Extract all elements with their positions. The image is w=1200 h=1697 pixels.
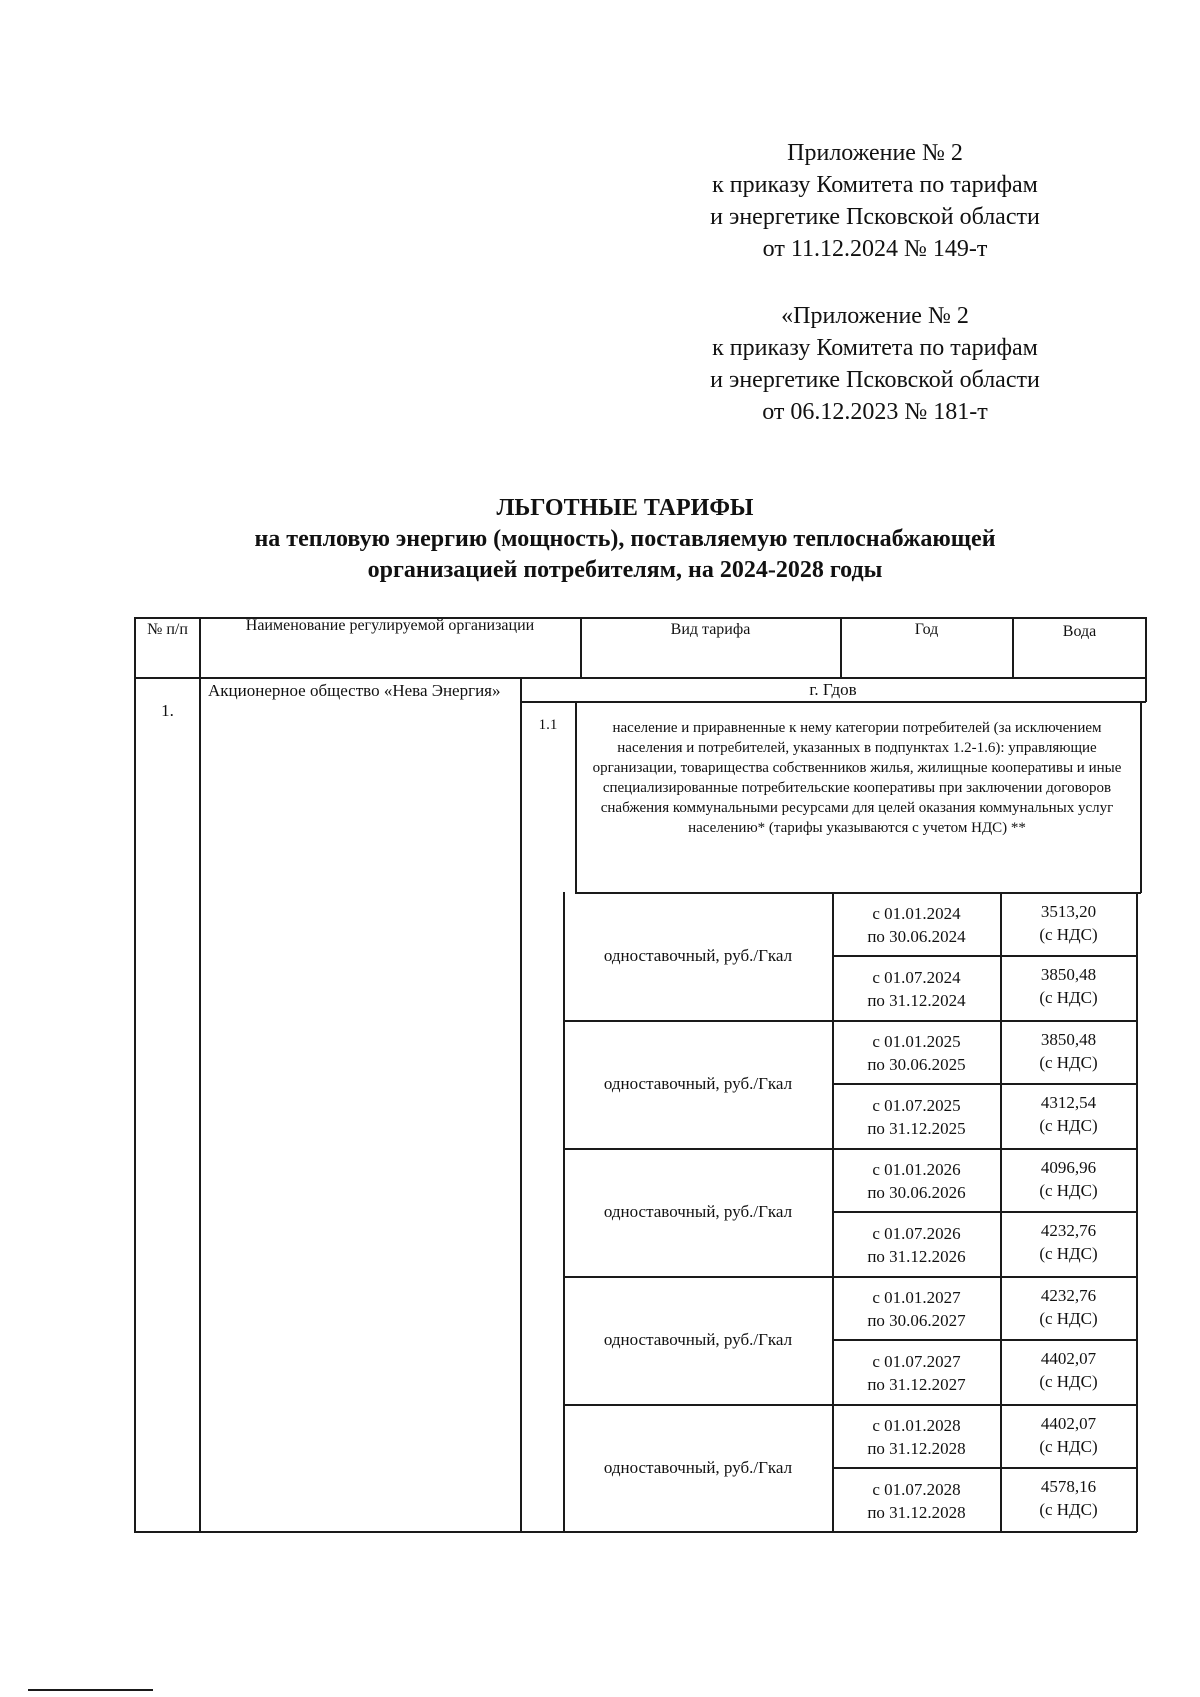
subitem-number: 1.1: [538, 717, 558, 733]
period-to: по 31.12.2027: [867, 1374, 966, 1394]
tariff-type-cell: одноставочный, руб./Гкал: [603, 1202, 793, 1221]
period-to: по 31.12.2028: [867, 1502, 966, 1522]
rate-value: 4402,07: [1040, 1349, 1097, 1368]
header-organization: Наименование регулируемой организации: [245, 617, 535, 634]
appendix-line: от 06.12.2023 № 181-т: [762, 399, 988, 425]
consumer-right-border: [1140, 701, 1142, 893]
table-border-left: [134, 617, 136, 1532]
appendix-line: и энергетике Псковской области: [710, 367, 1040, 393]
period-from: с 01.07.2026: [872, 1223, 961, 1243]
rate-value: 4312,54: [1040, 1093, 1097, 1112]
rate-vat: (с НДС): [1039, 1181, 1098, 1200]
period-from: с 01.01.2026: [872, 1159, 961, 1179]
title-line: ЛЬГОТНЫЕ ТАРИФЫ: [496, 495, 754, 521]
rate-vat: (с НДС): [1039, 1053, 1098, 1072]
period-from: с 01.01.2025: [872, 1031, 961, 1051]
header-num: № п/п: [147, 621, 188, 638]
period-cell: [834, 1214, 999, 1275]
period-to: по 31.12.2026: [867, 1246, 966, 1266]
period-to: по 30.06.2024: [867, 926, 966, 946]
period-from: с 01.07.2024: [872, 967, 961, 987]
period-cell: [834, 1470, 999, 1531]
period-cell: [834, 1342, 999, 1403]
period-from: с 01.07.2028: [872, 1479, 961, 1499]
rate-cell: [1002, 1340, 1135, 1400]
period-cell: [834, 1279, 999, 1338]
column-divider: [520, 677, 522, 1532]
title-line: организацией потребителям, на 2024-2028 годы: [367, 557, 883, 583]
rate-cell: [1002, 1405, 1135, 1465]
rate-value: 3513,20: [1040, 902, 1097, 921]
rate-value: 3850,48: [1040, 1030, 1097, 1049]
locality-row-bottom: [520, 701, 1146, 703]
footnote-rule: [28, 1689, 153, 1691]
rate-value: 4402,07: [1040, 1414, 1097, 1433]
rate-cell: [1002, 893, 1135, 953]
tariff-type-cell: одноставочный, руб./Гкал: [603, 946, 793, 965]
appendix-line: Приложение № 2: [787, 140, 963, 166]
period-from: с 01.01.2028: [872, 1415, 961, 1435]
tariff-type-cell: одноставочный, руб./Гкал: [603, 1458, 793, 1477]
column-divider: [199, 617, 201, 1532]
rate-cell: [1002, 1468, 1135, 1528]
period-from: с 01.01.2024: [872, 903, 961, 923]
rate-value: 4096,96: [1040, 1158, 1097, 1177]
rate-vat: (с НДС): [1039, 1372, 1098, 1391]
appendix-line: к приказу Комитета по тарифам: [712, 172, 1038, 198]
column-divider: [575, 701, 577, 893]
title-line: на тепловую энергию (мощность), поставляемую теплоснабжающей: [254, 526, 996, 552]
rate-vat: (с НДС): [1039, 1309, 1098, 1328]
period-to: по 31.12.2028: [867, 1438, 966, 1458]
period-from: с 01.07.2025: [872, 1095, 961, 1115]
period-from: с 01.07.2027: [872, 1351, 961, 1371]
rate-value: 4578,16: [1040, 1477, 1097, 1496]
rate-vat: (с НДС): [1039, 1500, 1098, 1519]
header-tariff-type: Вид тарифа: [670, 621, 751, 638]
period-cell: [834, 1407, 999, 1466]
row-number: 1.: [161, 701, 174, 720]
consumer-group-description: население и приравненные к нему категории потребителей (за исключением населения и потребителей, указанных в подпунктах 1.2-1.6): управляющие организации, товарищества собственников жилья, жилищные кооперативы и иные специализированные потребительские кооперативы при заключении договоров снабжения коммунальными ресурсами для целей оказания коммунальных услуг населению* (тарифы указываются с учетом НДС) **: [592, 720, 1122, 836]
period-to: по 31.12.2024: [867, 990, 966, 1010]
period-to: по 30.06.2026: [867, 1182, 966, 1202]
rate-cell: [1002, 1149, 1135, 1209]
rate-cell: [1002, 956, 1135, 1016]
rate-value: 4232,76: [1040, 1221, 1097, 1240]
rate-vat: (с НДС): [1039, 988, 1098, 1007]
locality-name: г. Гдов: [809, 680, 857, 699]
period-to: по 30.06.2025: [867, 1054, 966, 1074]
period-cell: [834, 1023, 999, 1082]
header-right-border: [1145, 617, 1147, 678]
rate-cell: [1002, 1277, 1135, 1337]
appendix-line: к приказу Комитета по тарифам: [712, 335, 1038, 361]
appendix-line: от 11.12.2024 № 149-т: [762, 236, 988, 262]
rate-vat: (с НДС): [1039, 1244, 1098, 1263]
period-cell: [834, 1086, 999, 1147]
rate-value: 3850,48: [1040, 965, 1097, 984]
tariff-type-cell: одноставочный, руб./Гкал: [603, 1330, 793, 1349]
rate-value: 4232,76: [1040, 1286, 1097, 1305]
period-to: по 31.12.2025: [867, 1118, 966, 1138]
rate-vat: (с НДС): [1039, 1116, 1098, 1135]
rate-vat: (с НДС): [1039, 925, 1098, 944]
rate-cell: [1002, 1212, 1135, 1272]
header-water: Вода: [1062, 623, 1097, 640]
period-cell: [834, 895, 999, 954]
period-from: с 01.01.2027: [872, 1287, 961, 1307]
period-cell: [834, 958, 999, 1019]
table-border-bottom: [134, 1531, 1137, 1533]
rate-cell: [1002, 1021, 1135, 1081]
locality-right-border: [1145, 677, 1147, 702]
appendix-line: «Приложение № 2: [781, 303, 969, 329]
appendix-line: и энергетике Псковской области: [710, 204, 1040, 230]
period-to: по 30.06.2027: [867, 1310, 966, 1330]
period-cell: [834, 1151, 999, 1210]
organization-name: Акционерное общество «Нева Энергия»: [208, 681, 501, 700]
tariff-type-cell: одноставочный, руб./Гкал: [603, 1074, 793, 1093]
rate-cell: [1002, 1084, 1135, 1144]
header-year: Год: [914, 621, 939, 638]
rate-vat: (с НДС): [1039, 1437, 1098, 1456]
